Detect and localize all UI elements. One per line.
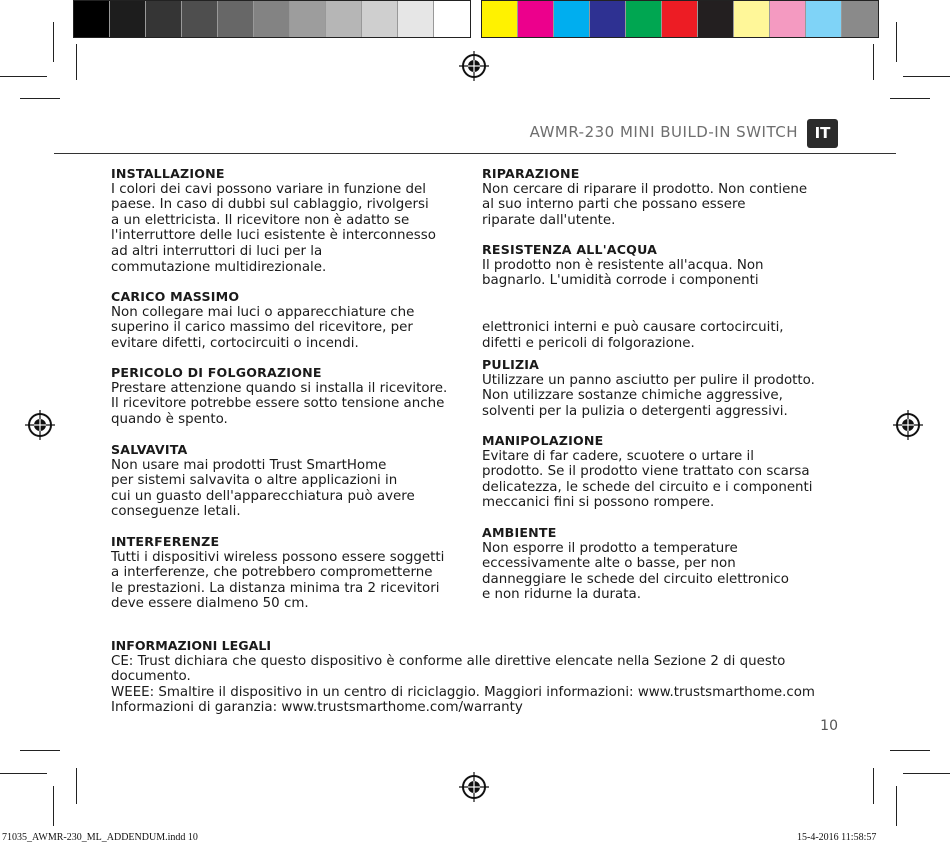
section-body: Prestare attenzione quando si installa il ricevitore. Il ricevitore potrebbe essere sotto tensione anche quando è spento.	[111, 380, 448, 427]
section-carico-massimo	[111, 289, 471, 351]
color-swatch	[842, 1, 878, 37]
color-swatch	[254, 1, 290, 37]
crop-mark	[890, 98, 930, 99]
section-ambiente	[482, 525, 842, 603]
crop-mark	[20, 750, 60, 751]
page-number: 10	[820, 718, 838, 734]
color-swatch	[326, 1, 362, 37]
color-swatch	[146, 1, 182, 37]
color-swatch	[734, 1, 770, 37]
color-swatch	[434, 1, 470, 37]
color-swatch	[398, 1, 434, 37]
section-resistenza-acqua	[482, 242, 842, 351]
section-interferenze	[111, 534, 471, 612]
section-body: Non esporre il prodotto a temperature eccessivamente alte o basse, per non danneggiare le schede del circuito elettronico e non ridurne la durata.	[482, 540, 789, 603]
crop-mark	[903, 773, 950, 774]
crop-mark	[873, 768, 874, 804]
section-body: Evitare di far cadere, scuotere o urtare il prodotto. Se il prodotto viene trattato con scarsa delicatezza, le schede del circuito e i componenti meccanici fini si possono rompere.	[482, 448, 813, 511]
color-swatch	[482, 1, 518, 37]
section-pericolo-folgorazione	[111, 365, 471, 427]
registration-mark-icon	[25, 410, 55, 440]
registration-mark-icon	[459, 51, 489, 81]
crop-mark	[76, 44, 77, 80]
color-swatch	[182, 1, 218, 37]
section-body: Utilizzare un panno asciutto per pulire il prodotto. Non utilizzare sostanze chimiche aggressive, solventi per la pulizia o detergenti aggressivi.	[482, 372, 815, 419]
document-title: AWMR-230 MINI BUILD-IN SWITCH	[529, 123, 798, 141]
registration-mark-icon	[893, 410, 923, 440]
color-swatch	[290, 1, 326, 37]
section-body: I colori dei cavi possono variare in funzione del paese. In caso di dubbi sul cablaggio, rivolgersi a un elettricista. Il ricevitore non è adatto se l'interruttore delle luci esistente è interconnesso ad altri interruttori di luci per la commutazione multidirezionale.	[111, 181, 436, 275]
color-swatch	[590, 1, 626, 37]
crop-mark	[890, 750, 930, 751]
section-heading: MANIPOLAZIONE	[482, 433, 604, 448]
language-badge: IT	[807, 119, 838, 148]
section-heading: CARICO MASSIMO	[111, 289, 240, 304]
section-heading: RIPARAZIONE	[482, 166, 580, 181]
color-swatch	[770, 1, 806, 37]
crop-mark	[896, 786, 897, 826]
crop-mark	[0, 76, 47, 77]
print-slug-file: 71035_AWMR-230_ML_ADDENDUM.indd 10	[2, 832, 198, 843]
crop-mark	[873, 44, 874, 80]
section-riparazione	[482, 166, 842, 228]
color-control-bar	[481, 0, 879, 38]
grayscale-control-bar	[73, 0, 471, 38]
section-heading: PERICOLO DI FOLGORAZIONE	[111, 365, 322, 380]
section-salvavita	[111, 442, 471, 520]
color-swatch	[74, 1, 110, 37]
color-swatch	[698, 1, 734, 37]
color-swatch	[626, 1, 662, 37]
color-swatch	[362, 1, 398, 37]
section-heading: RESISTENZA ALL'ACQUA	[482, 242, 658, 257]
section-body: Il prodotto non è resistente all'acqua. Non bagnarlo. L'umidità corrode i componenti elettronici interni e può causare cortocircuiti, difetti e pericoli di folgorazione.	[482, 257, 784, 351]
crop-mark	[20, 98, 60, 99]
crop-mark	[53, 786, 54, 826]
color-swatch	[662, 1, 698, 37]
section-body: Non cercare di riparare il prodotto. Non contiene al suo interno parti che possano essere riparate dall'utente.	[482, 181, 808, 228]
section-body: CE: Trust dichiara che questo dispositivo è conforme alle direttive elencate nella Sezione 2 di questo documento. WEEE: Smaltire il dispositivo in un centro di riciclaggio. Maggiori informazioni: www.trustsmarthome.com Informazioni di garanzia: www.trustsmarthome.com/warranty	[111, 653, 815, 716]
section-heading: INSTALLAZIONE	[111, 166, 225, 181]
section-body: Non usare mai prodotti Trust SmartHome per sistemi salvavita o altre applicazioni in cui un guasto dell'apparecchiatura può avere conseguenze letali.	[111, 457, 415, 520]
crop-mark	[53, 22, 54, 62]
color-swatch	[110, 1, 146, 37]
section-body: Tutti i dispositivi wireless possono essere soggetti a interferenze, che potrebbero comprometterne le prestazioni. La distanza minima tra 2 ricevitori deve essere dialmeno 50 cm.	[111, 549, 445, 612]
color-swatch	[554, 1, 590, 37]
section-heading: INFORMAZIONI LEGALI	[111, 638, 272, 653]
section-heading: INTERFERENZE	[111, 534, 220, 549]
crop-mark	[0, 773, 47, 774]
color-swatch	[518, 1, 554, 37]
section-pulizia	[482, 357, 842, 419]
color-swatch	[218, 1, 254, 37]
section-informazioni-legali	[111, 638, 871, 716]
crop-mark	[903, 76, 950, 77]
section-body: Non collegare mai luci o apparecchiature che superino il carico massimo del ricevitore, per evitare difetti, cortocircuiti o incendi.	[111, 304, 415, 351]
section-heading: AMBIENTE	[482, 525, 557, 540]
crop-mark	[76, 768, 77, 804]
color-swatch	[806, 1, 842, 37]
registration-mark-icon	[459, 772, 489, 802]
section-heading: PULIZIA	[482, 357, 540, 372]
header-divider	[54, 153, 896, 154]
section-heading: SALVAVITA	[111, 442, 188, 457]
section-manipolazione	[482, 433, 842, 511]
print-slug-datetime: 15-4-2016 11:58:57	[797, 832, 877, 843]
section-installazione	[111, 166, 471, 275]
crop-mark	[896, 22, 897, 62]
